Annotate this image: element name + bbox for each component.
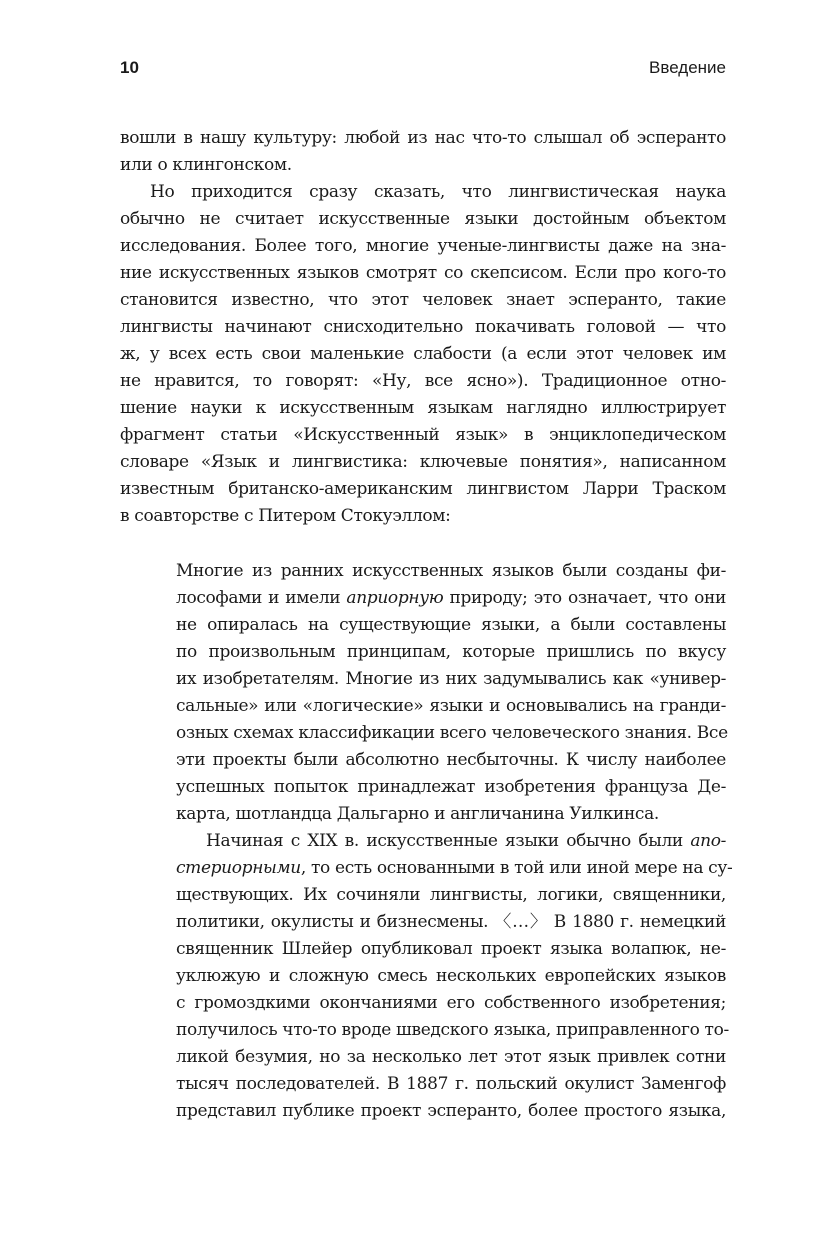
quote-line: карта, шотландца Дальгарно и англичанина Уилкинса. xyxy=(176,804,659,824)
quote-line: с громоздкими окончаниями его собственного изобретения; xyxy=(176,993,726,1013)
text-line: обычно не считает искусственные языки достойным объектом xyxy=(120,209,726,229)
text-line: не нравится, то говорят: «Ну, все ясно»). Традиционное отно- xyxy=(120,371,726,391)
quote-line: ществующих. Их сочиняли лингвисты, логики, священники, xyxy=(176,885,726,905)
text-line: фрагмент статьи «Искусственный язык» в энциклопедическом xyxy=(120,425,726,445)
quote-text: природу; это означает, что они xyxy=(443,588,727,608)
text-line: Но приходится сразу сказать, что лингвистическая наука xyxy=(150,182,726,202)
quote-line xyxy=(176,587,726,609)
quote-line: уклюжую и сложную смесь нескольких европейских языков xyxy=(176,966,726,986)
quote-line: по произвольным принципам, которые пришлись по вкусу xyxy=(176,642,726,662)
text-line: в соавторстве с Питером Стокуэллом: xyxy=(120,506,451,526)
text-line: лингвисты начинают снисходительно покачивать головой — что xyxy=(120,317,726,337)
quote-line: не опиралась на существующие языки, а были составлены xyxy=(176,615,726,635)
section-title: Введение xyxy=(649,58,726,77)
text-line: исследования. Более того, многие ученые-лингвисты даже на зна- xyxy=(120,236,726,256)
text-line: словаре «Язык и лингвистика: ключевые понятия», написанном xyxy=(120,452,726,472)
quote-line: их изобретателям. Многие из них задумывались как «универ- xyxy=(176,669,726,689)
quote-line: представил публике проект эсперанто, более простого языка, xyxy=(176,1101,726,1121)
quote-line: сальные» или «логические» языки и основывались на гранди- xyxy=(176,696,726,716)
text-line: или о клингонском. xyxy=(120,155,292,175)
quote-line: тысяч последователей. В 1887 г. польский окулист Заменгоф xyxy=(176,1074,726,1094)
text-line: известным британско-американским лингвистом Ларри Траском xyxy=(120,479,726,499)
page-number: 10 xyxy=(120,58,139,77)
quote-line: озных схемах классификации всего человеческого знания. Все xyxy=(176,723,728,743)
quote-text: , то есть основанными в той или иной мере на су- xyxy=(300,858,733,878)
quote-text: лософами и имели xyxy=(176,588,347,608)
italic-term-aposteriori-end: стериорными xyxy=(176,858,301,878)
text-line: шение науки к искусственным языкам наглядно иллюстрирует xyxy=(120,398,726,418)
quote-line: получилось что-то вроде шведского языка, приправленного то- xyxy=(176,1020,729,1040)
quote-line xyxy=(206,830,726,852)
text-line: вошли в нашу культуру: любой из нас что-то слышал об эсперанто xyxy=(120,128,726,148)
italic-term-apriori: априорную xyxy=(346,588,444,608)
quote-text: Начиная с XIX в. искусственные языки обычно были xyxy=(206,831,691,851)
quote-line: священник Шлейер опубликовал проект языка волапюк, не- xyxy=(176,939,726,959)
quote-line xyxy=(176,857,733,879)
quote-line: ликой безумия, но за несколько лет этот язык привлек сотни xyxy=(176,1047,726,1067)
quote-line: политики, окулисты и бизнесмены. 〈…〉 В 1880 г. немецкий xyxy=(176,912,726,932)
running-head xyxy=(120,58,726,82)
text-line: становится известно, что этот человек знает эсперанто, такие xyxy=(120,290,726,310)
quote-line: успешных попыток принадлежат изобретения француза Де- xyxy=(176,777,726,797)
text-line: ние искусственных языков смотрят со скепсисом. Если про кого-то xyxy=(120,263,726,283)
italic-term-aposteriori: апо- xyxy=(690,831,726,851)
quote-line: Многие из ранних искусственных языков были созданы фи- xyxy=(176,561,726,581)
text-line: ж, у всех есть свои маленькие слабости (а если этот человек им xyxy=(120,344,726,364)
quote-line: эти проекты были абсолютно несбыточны. К числу наиболее xyxy=(176,750,726,770)
